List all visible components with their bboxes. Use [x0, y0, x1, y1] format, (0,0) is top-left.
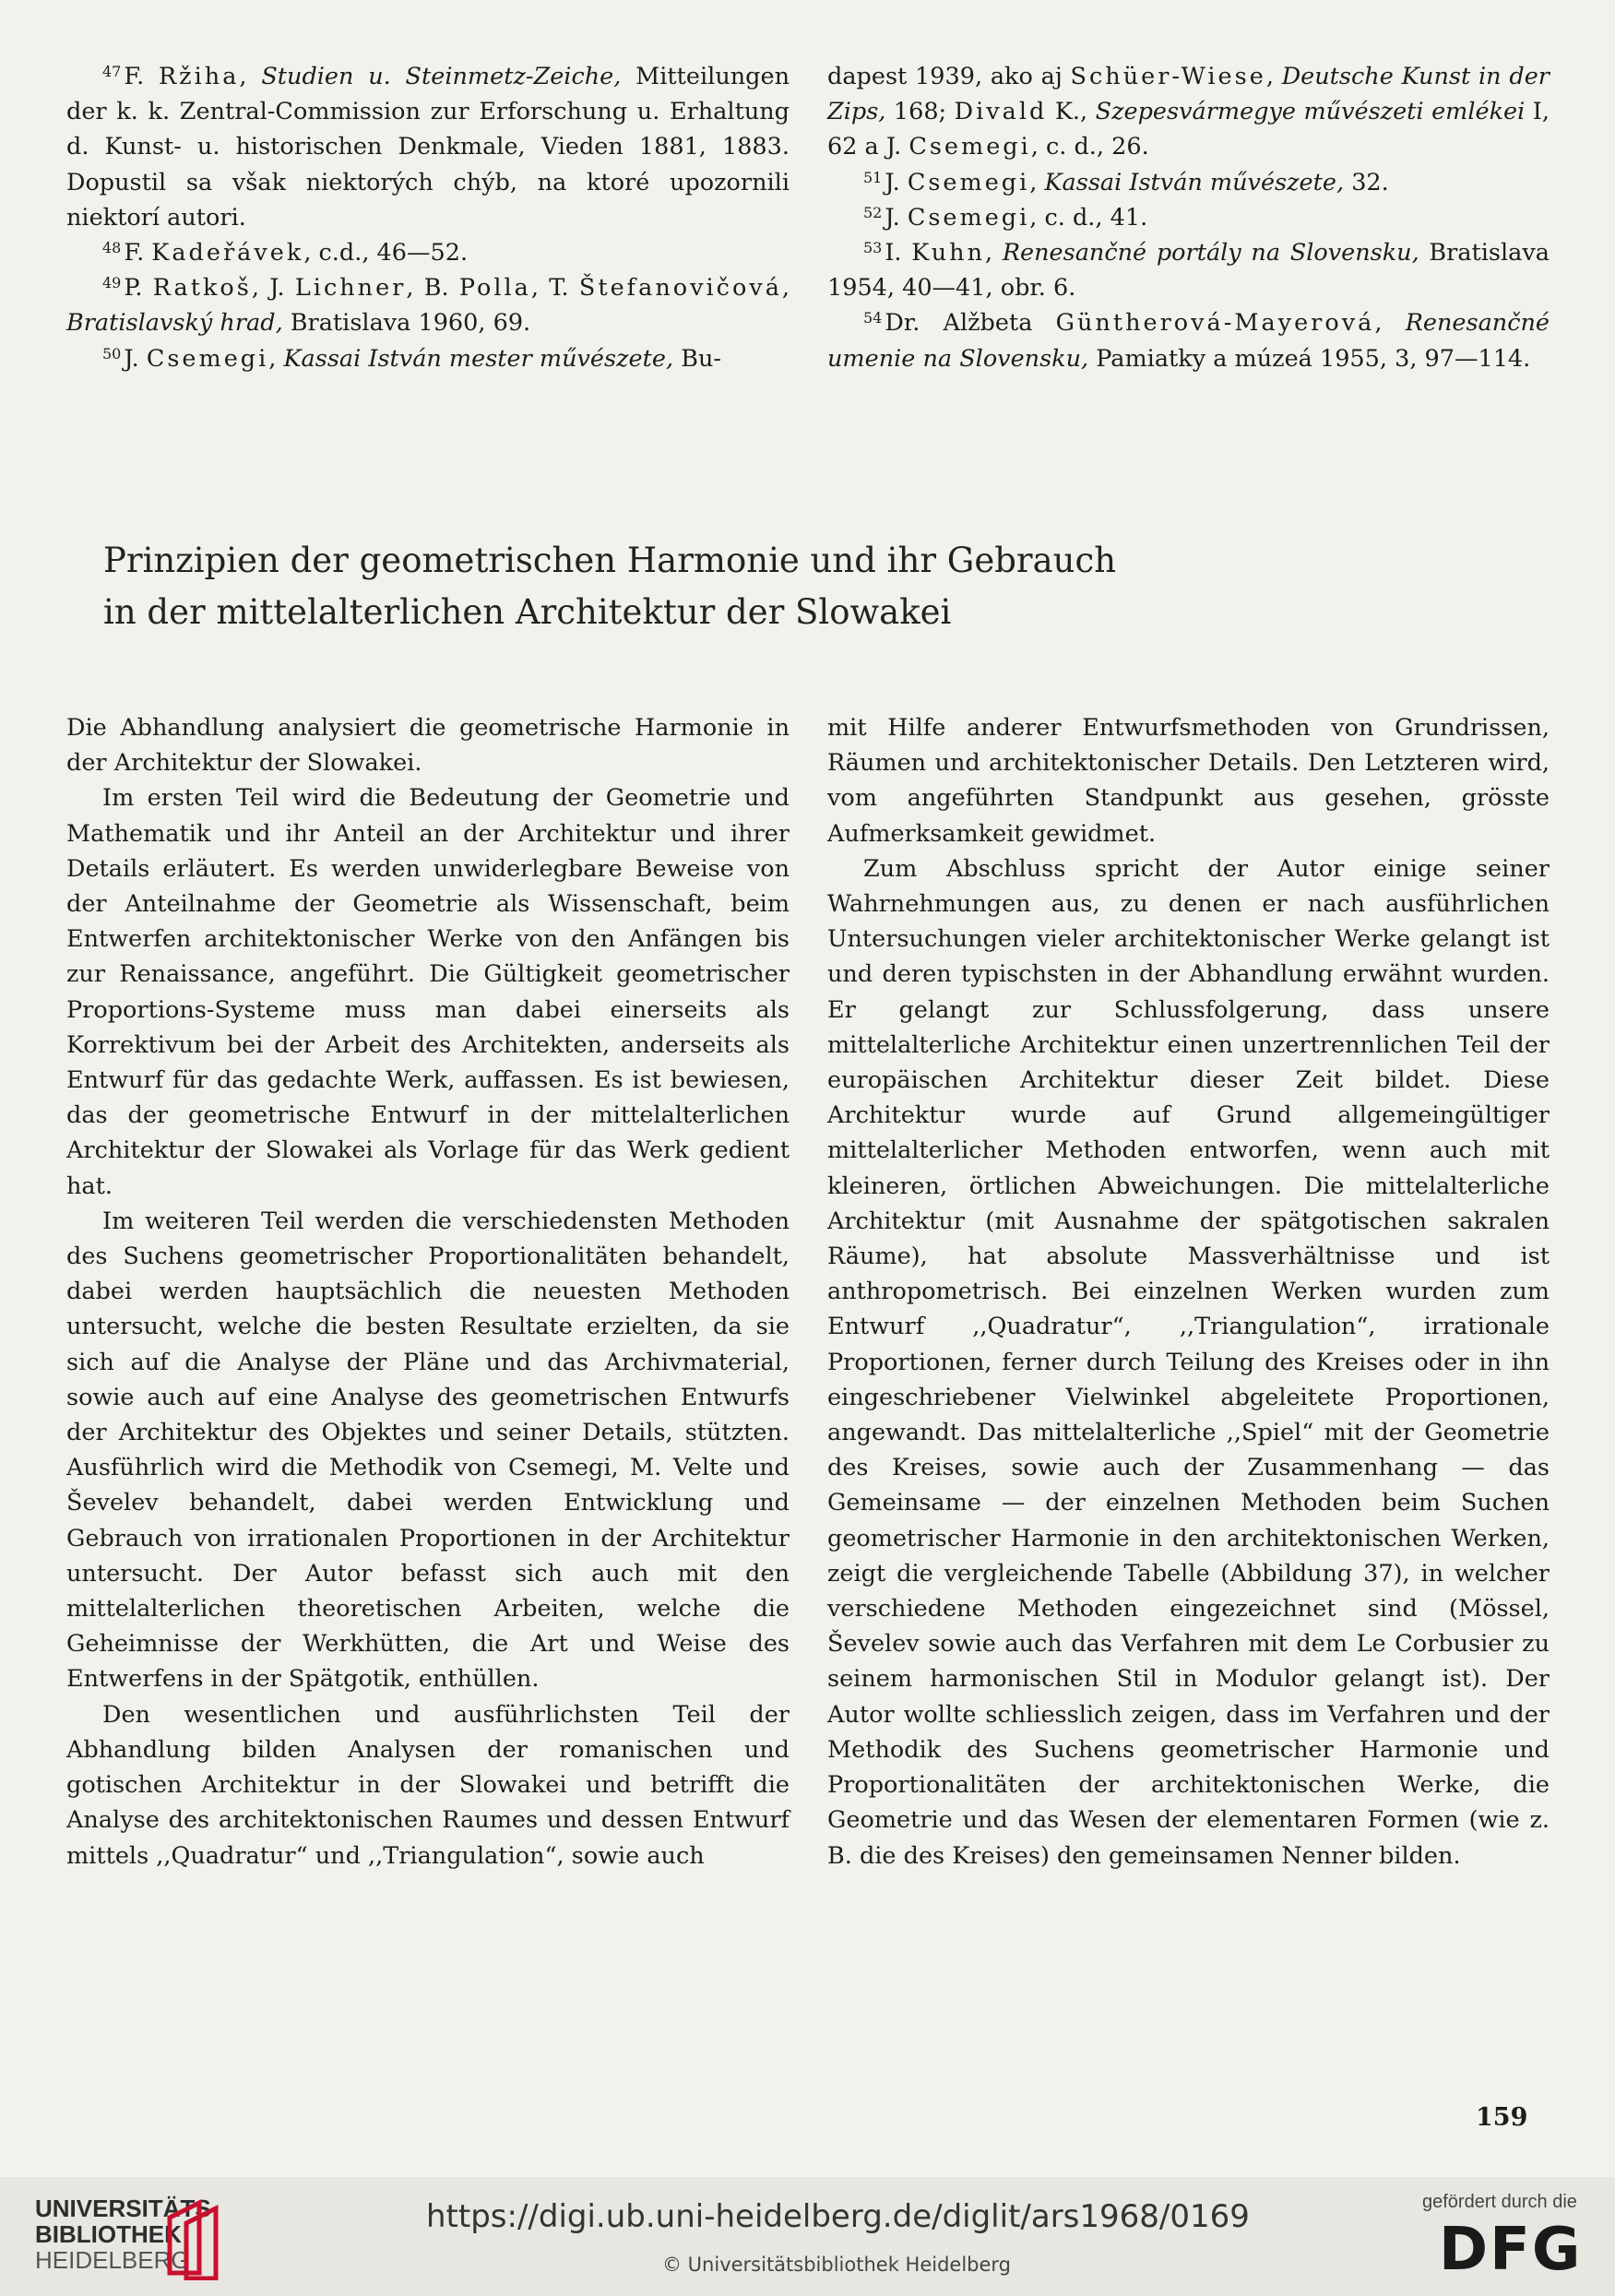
paragraph: Im weiteren Teil werden die verschiedensten Methoden des Suchens geometrischer Proportionalitäten behandelt, dabei werden hauptsächlich die neuesten Methoden untersucht, welche die besten Resultate erzielten, da sie sich auf die Analyse der Pläne und das Archivmaterial, sowie auch auf eine Analyse des geometrischen Entwurfs der Architektur des Objektes und seiner Details, stützten. Ausführlich wird die Methodik von Csemegi, M. Velte und Ševelev behandelt, dabei werden Entwicklung und Gebrauch von irrationalen Proportionen in der Architektur untersucht. Der Autor befasst sich auch mit den mittelalterlichen theoretischen Arbeiten, welche die Geheimnisse der Werkhütten, die Art und Weise des Entwerfens in der Spätgotik, enthüllen.	[66, 1207, 790, 1694]
permalink-url[interactable]: https://digi.ub.uni-heidelberg.de/diglit/ars1968/0169	[426, 2198, 1250, 2235]
footnote-text: Dr. Alžbeta	[885, 309, 1056, 338]
author-name: Csemegi	[907, 168, 1030, 196]
author-name: Csemegi	[908, 133, 1031, 161]
footnote-text: ,	[985, 239, 1003, 268]
citation-title: Renesančné umenie na Slovensku,	[827, 309, 1550, 373]
footnote	[66, 59, 790, 235]
logo-line-2: BIBLIOTHEK	[35, 2220, 182, 2248]
footnote-text: Bu-	[673, 344, 721, 373]
author-name: Lichner	[294, 274, 407, 303]
page-number: 159	[1476, 2103, 1528, 2132]
footnote-text: Mitteilungen der k. k. Zentral-Commission zur Erforschung u. Erhaltung d. Kunst- u. historischen Denkmale, Vieden 1881, 1883. Dopustil sa však niektorých chýb, na ktoré upozornili niektorí autori.	[66, 63, 790, 232]
citation-title: Renesančné portály na Slovensku,	[1002, 239, 1419, 268]
author-name: Kuhn	[911, 239, 986, 268]
author-name: Ržiha	[158, 63, 240, 90]
body-column-right	[827, 710, 1550, 1874]
author-name: Ratkoš	[152, 274, 252, 303]
footnotes-left	[66, 59, 790, 376]
footnote-text: , c.d., 46—52.	[303, 239, 469, 268]
footnote-text: 32.	[1344, 168, 1389, 196]
author-name: Štefanovičová	[578, 274, 782, 303]
citation-title: Kassai István művészete,	[1044, 168, 1345, 196]
footnote-text: , J.	[251, 274, 295, 303]
citation-title: Deutsche Kunst in der Zips,	[827, 63, 1550, 126]
footnotes-right	[827, 59, 1550, 376]
footnote-text: 168;	[885, 98, 955, 126]
footnote-text: , c. d., 26.	[1030, 133, 1149, 161]
footnote-text: , T.	[530, 274, 579, 303]
footnote-text: I.	[885, 239, 912, 268]
footnote	[827, 165, 1550, 200]
author-name: Divald	[954, 98, 1048, 126]
title-line-1: Prinzipien der geometrischen Harmonie und ihr Gebrauch	[103, 541, 1117, 580]
body-column-left	[66, 710, 790, 1874]
paragraph: Zum Abschluss spricht der Autor einige seiner Wahrnehmungen aus, zu denen er nach ausführlichen Untersuchungen vieler architektonischer Werke gelangt ist und deren typischsten in der Abhandlung erwähnt wurden. Er gelangt zur Schlussfolgerung, dass unsere mittelalterliche Architektur einen unzertrennlichen Teil der europäischen Architektur dieser Zeit bildet. Diese Architektur wurde auf Grund allgemeingültiger mittelalterlicher Methoden entworfen, wenn auch mit kleineren, örtlichen Abweichungen. Die mittelalterliche Architektur (mit Ausnahme der spätgotischen sakralen Räume), hat absolute Massverhältnisse und ist anthropometrisch. Bei einzelnen Werken wurden zum Entwurf ,,Quadratur“, ,,Triangulation“, irrationale Proportionen, ferner durch Teilung des Kreises oder in ihn eingeschriebener Vielwinkel abgeleitete Proportionen, angewandt. Das mittelalterliche ,,Spiel“ mit der Geometrie des Kreises, sowie auch der Zusammenhang — das Gemeinsame — der einzelnen Methoden beim Suchen geometrischer Harmonie in den architektonischen Werken, zeigt die vergleichende Tabelle (Abbildung 37), in welcher verschiedene Methoden eingezeichnet sind (Mössel, Ševelev sowie auch das Verfahren mit dem Le Corbusier zu seinem harmonischen Stil in Modulor gelangt ist). Der Autor wollte schliesslich zeigen, dass im Verfahren und der Methodik des Suchens geometrischer Harmonie und Proportionalitäten der architektonischen Werke, die Geometrie und das Wesen der elementaren Formen (wie z. B. die des Kreises) den gemeinsamen Nenner bilden.	[827, 854, 1550, 1870]
paragraph: Im ersten Teil wird die Bedeutung der Geometrie und Mathematik und ihr Anteil an der Architektur und ihrer Details erläutert. Es werden unwiderlegbare Beweise von der Anteilnahme der Geometrie als Wissenschaft, beim Entwerfen architektonischer Werke von den Anfängen bis zur Renaissance, angeführt. Die Gültigkeit geometrischer Proportions-Systeme muss man dabei einerseits als Korrektivum bei der Arbeit des Architekten, anderseits als Entwurf für das gedachte Werk, auffassen. Es ist bewiesen, das der geometrische Entwurf in der mittelalterlichen Architektur der Slowakei als Vorlage für das Werk gedient hat.	[66, 784, 790, 1200]
footnote-text: I, 62 a J.	[827, 98, 1550, 161]
citation-title: Kassai István mester művészete,	[283, 344, 674, 373]
footnote	[66, 235, 790, 270]
footnote-number: 51	[863, 168, 883, 186]
footnote-text: Pamiatky a múzeá 1955, 3, 97—114.	[1088, 344, 1531, 373]
citation-title: Szepesvármegye művészeti emlékei	[1095, 98, 1526, 126]
footnote-number: 48	[102, 239, 122, 257]
footnote	[66, 341, 790, 376]
logo-line-3: HEIDELBERG	[35, 2246, 190, 2274]
author-name: Güntherová-Mayerová	[1055, 309, 1375, 338]
author-name: Polla	[458, 274, 531, 303]
dfg-logo[interactable]: DFG	[1439, 2216, 1583, 2284]
footnote-text: , B.	[406, 274, 459, 303]
paragraph: Den wesentlichen und ausführlichsten Teil der Abhandlung bilden Analysen der romanischen und gotischen Architektur in der Slowakei und betrifft die Analyse des architektonischen Raumes und dessen Entwurf mittels ,,Quadratur“ und ,,Triangulation“, sowie auch	[66, 1700, 790, 1870]
footnote-text: , c. d., 41.	[1029, 203, 1148, 232]
article-title	[103, 535, 1395, 638]
author-name: Csemegi	[907, 203, 1030, 232]
footnote	[827, 235, 1550, 305]
ub-emblem-icon	[162, 2195, 223, 2280]
footnote	[827, 200, 1550, 235]
title-line-2: in der mittelalterlichen Architektur der Slowakei	[103, 592, 952, 632]
author-name: Csemegi	[146, 344, 269, 373]
paragraph: Die Abhandlung analysiert die geometrische Harmonie in der Architektur der Slowakei.	[66, 714, 790, 778]
copyright-notice: © Universitätsbibliothek Heidelberg	[662, 2254, 1012, 2276]
footnote-text: J.	[885, 203, 908, 232]
footnote-text: ,	[781, 274, 790, 303]
citation-title: Bratislavský hrad,	[66, 309, 283, 338]
footnote-text: ,	[1374, 309, 1406, 338]
author-name: Schüer-Wiese	[1070, 63, 1266, 90]
footnote	[827, 305, 1550, 375]
footnote-text: K.,	[1047, 98, 1096, 126]
footnote-text: J.	[885, 168, 908, 196]
footnote-text: P.	[124, 274, 153, 303]
funded-by-label: gefördert durch die	[1422, 2192, 1577, 2212]
citation-title: Studien u. Steinmetz-Zeiche,	[261, 63, 622, 90]
footnote-text: ,	[1265, 63, 1282, 90]
footnote	[66, 270, 790, 340]
footnote-text: ,	[1029, 168, 1045, 196]
footnote-text: J.	[124, 344, 147, 373]
viewer-footer	[0, 2177, 1615, 2296]
footnote-text: F.	[124, 63, 159, 90]
author-name: Kadeřávek	[151, 239, 304, 268]
footnote-number: 47	[102, 63, 122, 80]
footnote-number: 53	[863, 239, 883, 257]
footnote-text: dapest 1939, ako aj	[827, 63, 1071, 90]
footnote-number: 54	[863, 309, 883, 327]
footnote-number: 50	[102, 344, 122, 363]
footnote-text: Bratislava 1954, 40—41, obr. 6.	[827, 239, 1550, 303]
logo-line-1: UNIVERSITÄTS-	[35, 2195, 220, 2222]
footnote-text: Bratislava 1960, 69.	[282, 309, 531, 338]
footnote-text: ,	[239, 63, 262, 90]
footnote	[827, 59, 1550, 165]
footnote-text: F.	[124, 239, 152, 268]
footnote-number: 52	[863, 203, 883, 221]
footnote-text: ,	[268, 344, 284, 373]
footnote-number: 49	[102, 274, 122, 292]
paragraph: mit Hilfe anderer Entwurfsmethoden von Grundrissen, Räumen und architektonischer Details. Den Letzteren wird, vom angeführten Standpunkt aus gesehen, grösste Aufmerksamkeit gewidmet.	[827, 714, 1550, 848]
